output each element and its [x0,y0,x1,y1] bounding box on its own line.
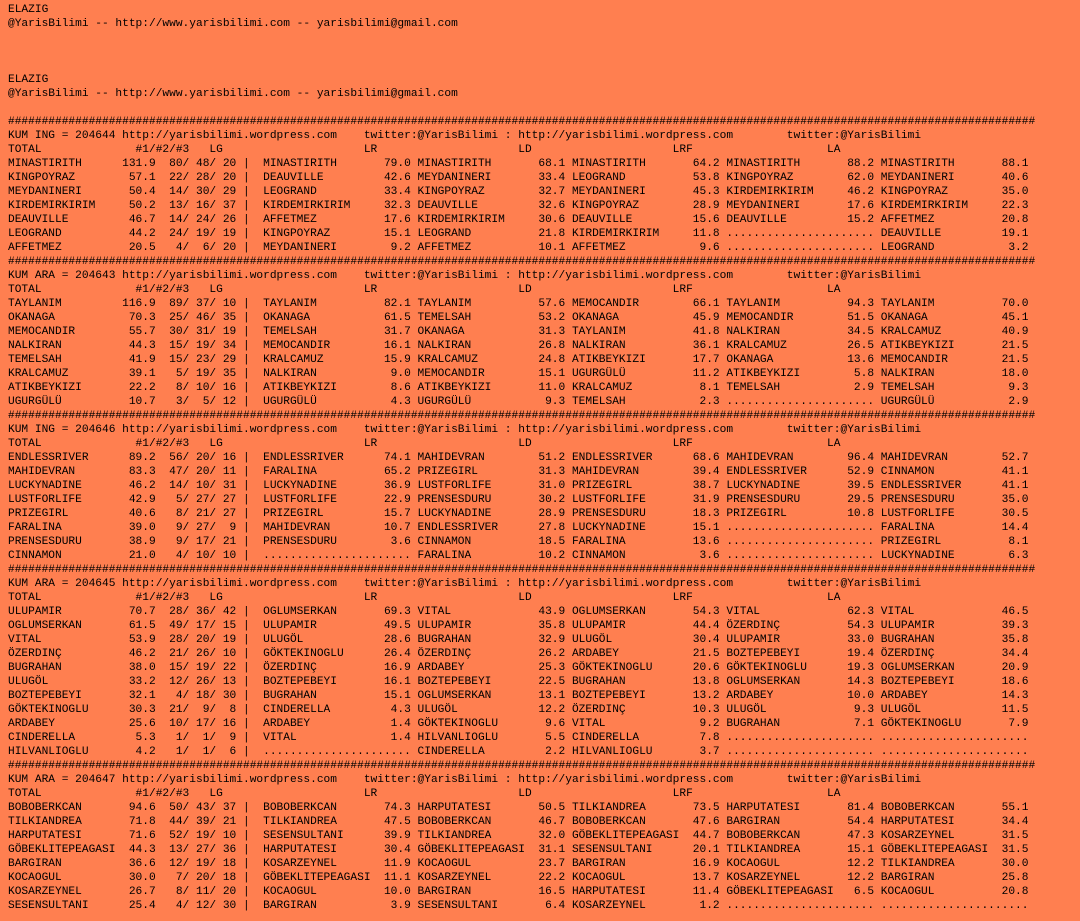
text-line: KUM ING = 204646 http://yarisbilimi.wordpress.com twitter:@YarisBilimi : http://yarisbilimi.wordpress.com twitter:@YarisBilimi [8,424,922,436]
text-line: ######################################################################################################################################################### [8,760,1036,772]
text-line: LUSTFORLIFE 42.9 5/ 27/ 27 | LUSTFORLIFE 22.9 PRENSESDURU 30.2 LUSTFORLIFE 31.9 PRENSESDURU 29.5 PRENSESDURU 35.0 [8,494,1029,506]
text-line: KIRDEMIRKIRIM 50.2 13/ 16/ 37 | KIRDEMIRKIRIM 32.3 DEAUVILLE 32.6 KINGPOYRAZ 28.9 MEYDANINERI 17.6 KIRDEMIRKIRIM 22.3 [8,200,1029,212]
text-line: ELAZIG [8,4,49,16]
text-line: KRALCAMUZ 39.1 5/ 19/ 35 | NALKIRAN 9.0 MEMOCANDIR 15.1 UGURGÜLÜ 11.2 ATIKBEYKIZI 5.8 NALKIRAN 18.0 [8,368,1029,380]
text-line: @YarisBilimi -- http://www.yarisbilimi.com -- yarisbilimi@gmail.com [8,88,458,100]
text-line: SESENSULTANI 25.4 4/ 12/ 30 | BARGIRAN 3.9 SESENSULTANI 6.4 KOSARZEYNEL 1.2 ...................... ...................... [8,900,1029,912]
text-line: LEOGRAND 44.2 24/ 19/ 19 | KINGPOYRAZ 15.1 LEOGRAND 21.8 KIRDEMIRKIRIM 11.8 ...................... DEAUVILLE 19.1 [8,228,1029,240]
text-line: HILVANLIOGLU 4.2 1/ 1/ 6 | ...................... CINDERELLA 2.2 HILVANLIOGLU 3.7 ...................... ...................... [8,746,1029,758]
text-line: ######################################################################################################################################################### [8,410,1036,422]
text-line: KUM ARA = 204643 http://yarisbilimi.wordpress.com twitter:@YarisBilimi : http://yarisbilimi.wordpress.com twitter:@YarisBilimi [8,270,922,282]
text-line: ######################################################################################################################################################### [8,564,1036,576]
text-line: VITAL 53.9 28/ 20/ 19 | ULUGÖL 28.6 BUGRAHAN 32.9 ULUGÖL 30.4 ULUPAMIR 33.0 BUGRAHAN 35.8 [8,634,1029,646]
text-line: ######################################################################################################################################################### [8,116,1036,128]
text-line: KOCAOGUL 30.0 7/ 20/ 18 | GÖBEKLITEPEAGASI 11.1 KOSARZEYNEL 22.2 KOCAOGUL 13.7 KOSARZEYNEL 12.2 BARGIRAN 25.8 [8,872,1029,884]
text-line: KUM ING = 204644 http://yarisbilimi.wordpress.com twitter:@YarisBilimi : http://yarisbilimi.wordpress.com twitter:@YarisBilimi [8,130,922,142]
text-line [8,101,1080,115]
text-line: MAHIDEVRAN 83.3 47/ 20/ 11 | FARALINA 65.2 PRIZEGIRL 31.3 MAHIDEVRAN 39.4 ENDLESSRIVER 52.9 CINNAMON 41.1 [8,466,1029,478]
text-line: FARALINA 39.0 9/ 27/ 9 | MAHIDEVRAN 10.7 ENDLESSRIVER 27.8 LUCKYNADINE 15.1 ...................... FARALINA 14.4 [8,522,1029,534]
text-line: BOBOBERKCAN 94.6 50/ 43/ 37 | BOBOBERKCAN 74.3 HARPUTATESI 50.5 TILKIANDREA 73.5 HARPUTATESI 81.4 BOBOBERKCAN 55.1 [8,802,1029,814]
text-line: OKANAGA 70.3 25/ 46/ 35 | OKANAGA 61.5 TEMELSAH 53.2 OKANAGA 45.9 MEMOCANDIR 51.5 OKANAGA 45.1 [8,312,1029,324]
text-line: MINASTIRITH 131.9 80/ 48/ 20 | MINASTIRITH 79.0 MINASTIRITH 68.1 MINASTIRITH 64.2 MINASTIRITH 88.2 MINASTIRITH 88.1 [8,158,1029,170]
text-line [8,59,1080,73]
text-line: BUGRAHAN 38.0 15/ 19/ 22 | ÖZERDINÇ 16.9 ARDABEY 25.3 GÖKTEKINOGLU 20.6 GÖKTEKINOGLU 19.3 OGLUMSERKAN 20.9 [8,662,1029,674]
text-line: UGURGÜLÜ 10.7 3/ 5/ 12 | UGURGÜLÜ 4.3 UGURGÜLÜ 9.3 TEMELSAH 2.3 ...................... UGURGÜLÜ 2.9 [8,396,1029,408]
text-line: GÖBEKLITEPEAGASI 44.3 13/ 27/ 36 | HARPUTATESI 30.4 GÖBEKLITEPEAGASI 31.1 SESENSULTANI 20.1 TILKIANDREA 15.1 GÖBEKLITEPEAGASI 31.5 [8,844,1029,856]
text-line: HARPUTATESI 71.6 52/ 19/ 10 | SESENSULTANI 39.9 TILKIANDREA 32.0 GÖBEKLITEPEAGASI 44.7 BOBOBERKCAN 47.3 KOSARZEYNEL 31.5 [8,830,1029,842]
text-line: TEMELSAH 41.9 15/ 23/ 29 | KRALCAMUZ 15.9 KRALCAMUZ 24.8 ATIKBEYKIZI 17.7 OKANAGA 13.6 MEMOCANDIR 21.5 [8,354,1029,366]
text-line: ARDABEY 25.6 10/ 17/ 16 | ARDABEY 1.4 GÖKTEKINOGLU 9.6 VITAL 9.2 BUGRAHAN 7.1 GÖKTEKINOGLU 7.9 [8,718,1029,730]
text-line: MEMOCANDIR 55.7 30/ 31/ 19 | TEMELSAH 31.7 OKANAGA 31.3 TAYLANIM 41.8 NALKIRAN 34.5 KRALCAMUZ 40.9 [8,326,1029,338]
text-line: OGLUMSERKAN 61.5 49/ 17/ 15 | ULUPAMIR 49.5 ULUPAMIR 35.8 ULUPAMIR 44.4 ÖZERDINÇ 54.3 ULUPAMIR 39.3 [8,620,1029,632]
text-line: TOTAL #1/#2/#3 LG LR LD LRF LA [8,144,841,156]
text-line: KUM ARA = 204645 http://yarisbilimi.wordpress.com twitter:@YarisBilimi : http://yarisbilimi.wordpress.com twitter:@YarisBilimi [8,578,922,590]
text-line: TOTAL #1/#2/#3 LG LR LD LRF LA [8,284,841,296]
text-line: DEAUVILLE 46.7 14/ 24/ 26 | AFFETMEZ 17.6 KIRDEMIRKIRIM 30.6 DEAUVILLE 15.6 DEAUVILLE 15.2 AFFETMEZ 20.8 [8,214,1029,226]
text-line: BARGIRAN 36.6 12/ 19/ 18 | KOSARZEYNEL 11.9 KOCAOGUL 23.7 BARGIRAN 16.9 KOCAOGUL 12.2 TILKIANDREA 30.0 [8,858,1029,870]
text-line: ELAZIG [8,74,49,86]
text-line: ULUPAMIR 70.7 28/ 36/ 42 | OGLUMSERKAN 69.3 VITAL 43.9 OGLUMSERKAN 54.3 VITAL 62.3 VITAL 46.5 [8,606,1029,618]
text-line: AFFETMEZ 20.5 4/ 6/ 20 | MEYDANINERI 9.2 AFFETMEZ 10.1 AFFETMEZ 9.6 ...................... LEOGRAND 3.2 [8,242,1029,254]
text-line: ULUGÖL 33.2 12/ 26/ 13 | BOZTEPEBEYI 16.1 BOZTEPEBEYI 22.5 BUGRAHAN 13.8 OGLUMSERKAN 14.3 BOZTEPEBEYI 18.6 [8,676,1029,688]
text-line: KINGPOYRAZ 57.1 22/ 28/ 20 | DEAUVILLE 42.6 MEYDANINERI 33.4 LEOGRAND 53.8 KINGPOYRAZ 62.0 MEYDANINERI 40.6 [8,172,1029,184]
text-line: TOTAL #1/#2/#3 LG LR LD LRF LA [8,788,841,800]
text-line: CINDERELLA 5.3 1/ 1/ 9 | VITAL 1.4 HILVANLIOGLU 5.5 CINDERELLA 7.8 ...................... ...................... [8,732,1029,744]
text-line: ÖZERDINÇ 46.2 21/ 26/ 10 | GÖKTEKINOGLU 26.4 ÖZERDINÇ 26.2 ARDABEY 21.5 BOZTEPEBEYI 19.4 ÖZERDINÇ 34.4 [8,648,1029,660]
text-line: ATIKBEYKIZI 22.2 8/ 10/ 16 | ATIKBEYKIZI 8.6 ATIKBEYKIZI 11.0 KRALCAMUZ 8.1 TEMELSAH 2.9 TEMELSAH 9.3 [8,382,1029,394]
text-line: CINNAMON 21.0 4/ 10/ 10 | ...................... FARALINA 10.2 CINNAMON 3.6 ...................... LUCKYNADINE 6.3 [8,550,1029,562]
text-line [8,45,1080,59]
text-line: @YarisBilimi -- http://www.yarisbilimi.com -- yarisbilimi@gmail.com [8,18,458,30]
text-line: PRIZEGIRL 40.6 8/ 21/ 27 | PRIZEGIRL 15.7 LUCKYNADINE 28.9 PRENSESDURU 18.3 PRIZEGIRL 10.8 LUSTFORLIFE 30.5 [8,508,1029,520]
text-line: MEYDANINERI 50.4 14/ 30/ 29 | LEOGRAND 33.4 KINGPOYRAZ 32.7 MEYDANINERI 45.3 KIRDEMIRKIRIM 46.2 KINGPOYRAZ 35.0 [8,186,1029,198]
text-line: GÖKTEKINOGLU 30.3 21/ 9/ 8 | CINDERELLA 4.3 ULUGÖL 12.2 ÖZERDINÇ 10.3 ULUGÖL 9.3 ULUGÖL 11.5 [8,704,1029,716]
text-line: LUCKYNADINE 46.2 14/ 10/ 31 | LUCKYNADINE 36.9 LUSTFORLIFE 31.0 PRIZEGIRL 38.7 LUCKYNADINE 39.5 ENDLESSRIVER 41.1 [8,480,1029,492]
text-line: KOSARZEYNEL 26.7 8/ 11/ 20 | KOCAOGUL 10.0 BARGIRAN 16.5 HARPUTATESI 11.4 GÖBEKLITEPEAGASI 6.5 KOCAOGUL 20.8 [8,886,1029,898]
text-line: TOTAL #1/#2/#3 LG LR LD LRF LA [8,592,841,604]
text-line: PRENSESDURU 38.9 9/ 17/ 21 | PRENSESDURU 3.6 CINNAMON 18.5 FARALINA 13.6 ...................... PRIZEGIRL 8.1 [8,536,1029,548]
text-line: TILKIANDREA 71.8 44/ 39/ 21 | TILKIANDREA 47.5 BOBOBERKCAN 46.7 BOBOBERKCAN 47.6 BARGIRAN 54.4 HARPUTATESI 34.4 [8,816,1029,828]
text-line: ######################################################################################################################################################### [8,256,1036,268]
text-line: ENDLESSRIVER 89.2 56/ 20/ 16 | ENDLESSRIVER 74.1 MAHIDEVRAN 51.2 ENDLESSRIVER 68.6 MAHIDEVRAN 96.4 MAHIDEVRAN 52.7 [8,452,1029,464]
text-line: TAYLANIM 116.9 89/ 37/ 10 | TAYLANIM 82.1 TAYLANIM 57.6 MEMOCANDIR 66.1 TAYLANIM 94.3 TAYLANIM 70.0 [8,298,1029,310]
text-line [8,31,1080,45]
text-line: NALKIRAN 44.3 15/ 19/ 34 | MEMOCANDIR 16.1 NALKIRAN 26.8 NALKIRAN 36.1 KRALCAMUZ 26.5 ATIKBEYKIZI 21.5 [8,340,1029,352]
text-line: BOZTEPEBEYI 32.1 4/ 18/ 30 | BUGRAHAN 15.1 OGLUMSERKAN 13.1 BOZTEPEBEYI 13.2 ARDABEY 10.0 ARDABEY 14.3 [8,690,1029,702]
text-line: TOTAL #1/#2/#3 LG LR LD LRF LA [8,438,841,450]
text-line: KUM ARA = 204647 http://yarisbilimi.wordpress.com twitter:@YarisBilimi : http://yarisbilimi.wordpress.com twitter:@YarisBilimi [8,774,922,786]
